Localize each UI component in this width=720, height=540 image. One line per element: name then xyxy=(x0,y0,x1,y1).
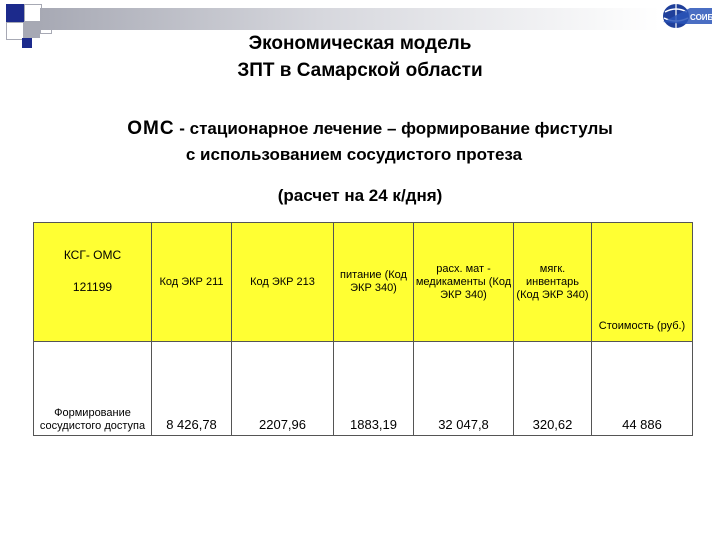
value-ekr-211: 8 426,78 xyxy=(152,342,232,436)
subtitle-line1 xyxy=(10,118,720,140)
page-title-line2: ЗПТ в Самарской области xyxy=(237,60,483,81)
header-ekr-211: Код ЭКР 211 xyxy=(152,223,232,342)
subtitle-line1-text: стационарное лечение – формирование фистулы xyxy=(189,119,613,138)
procedure-name: Формирование сосудистого доступа xyxy=(34,342,152,436)
header-cost: Стоимость (руб.) xyxy=(592,223,693,342)
oms-label: ОМС xyxy=(127,118,175,139)
page-title-line1: Экономическая модель xyxy=(248,33,472,54)
ksg-label: КСГ- ОМС xyxy=(63,248,122,262)
globe-logo-icon xyxy=(660,2,716,30)
header-materials: расх. мат - медикаменты (Код ЭКР 340) xyxy=(414,223,514,342)
header-ekr-213: Код ЭКР 213 xyxy=(232,223,334,342)
cost-table xyxy=(33,222,693,436)
value-soft-inventory: 320,62 xyxy=(514,342,592,436)
calc-basis: (расчет на 24 к/дня) xyxy=(277,186,443,205)
table-row xyxy=(34,342,693,436)
header-soft-inventory: мягк. инвентарь (Код ЭКР 340) xyxy=(514,223,592,342)
svg-text:СОИБ: СОИБ xyxy=(690,13,714,22)
subtitle-dash: - xyxy=(174,119,190,138)
ksg-cell xyxy=(34,223,152,342)
header-food: питание (Код ЭКР 340) xyxy=(334,223,414,342)
subtitle-line2: с использованием сосудистого протеза xyxy=(185,145,523,164)
value-cost: 44 886 xyxy=(592,342,693,436)
table-header-row xyxy=(34,223,693,342)
value-ekr-213: 2207,96 xyxy=(232,342,334,436)
value-food: 1883,19 xyxy=(334,342,414,436)
value-materials: 32 047,8 xyxy=(414,342,514,436)
header-gradient-bar xyxy=(40,8,660,30)
ksg-code: 121199 xyxy=(72,280,113,294)
